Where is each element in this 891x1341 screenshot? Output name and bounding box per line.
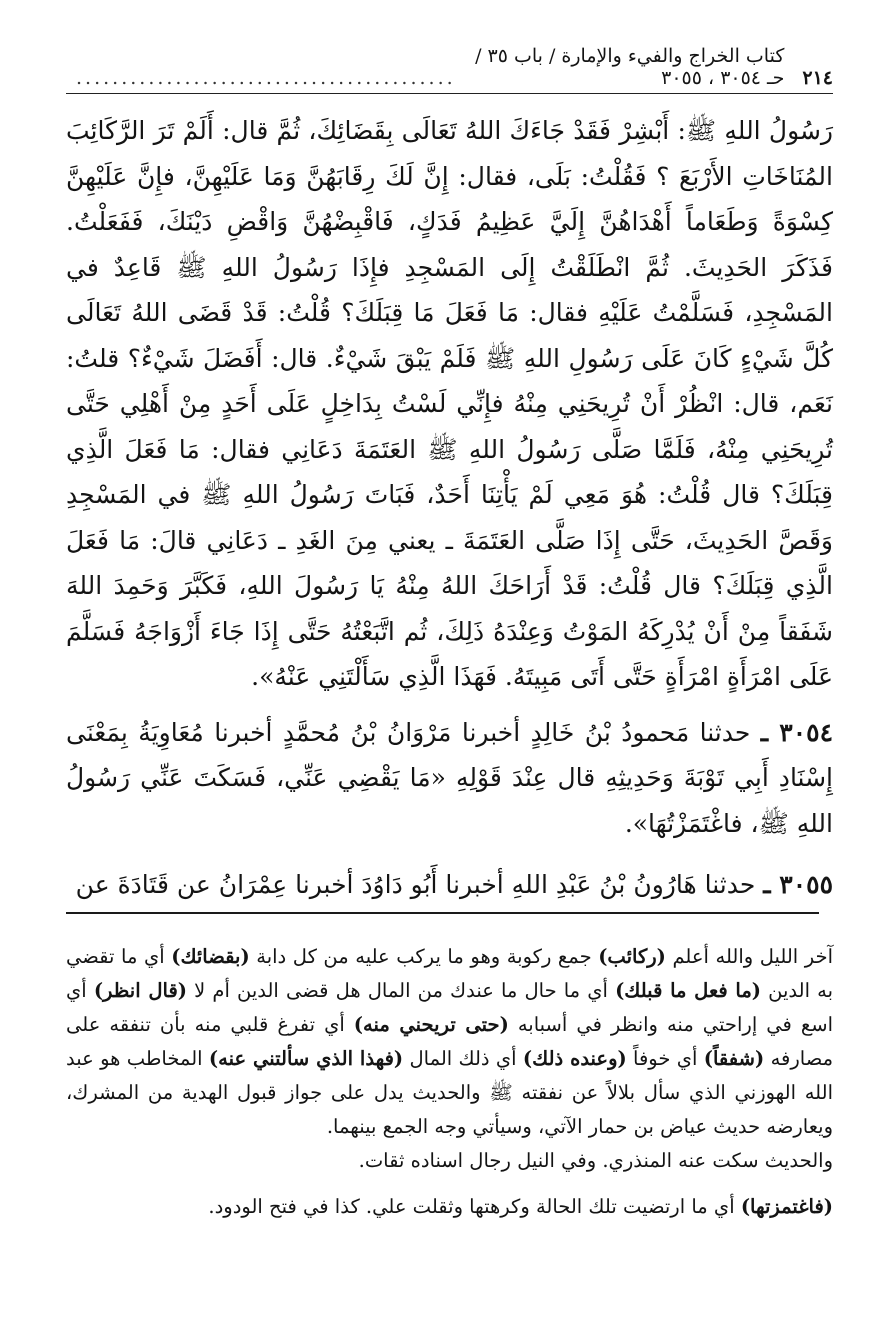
note-text: آخر الليل والله أعلم <box>672 945 833 968</box>
hadith-3054 <box>66 710 833 847</box>
note-paragraph-2: والحديث سكت عنه المنذري. وفي النيل رجال اسناده ثقات. <box>358 1149 833 1172</box>
note-text: أي ما تقضي به الدين <box>66 945 834 1002</box>
note-term: (وعنده ذلك) <box>522 1047 627 1070</box>
header-title: كتاب الخراج والفيء والإمارة / باب ٣٥ / حـ ٣٠٥٤ ، ٣٠٥٥ <box>475 45 785 89</box>
note-text: جمع ركوبة وهو ما يركب عليه من كل دابة <box>256 945 592 968</box>
note-text: أي اسع في إراحتي منه وانظر في أسبابه <box>66 979 833 1036</box>
note-term: (بقضائك) <box>171 945 250 968</box>
header-leader-dots: .......................................... <box>76 67 456 89</box>
hadith-3055 <box>66 862 833 908</box>
note-term: (ركائب) <box>598 945 666 968</box>
hadith-3053-continuation: رَسُولُ اللهِ ﷺ: أَبْشِرْ فَقَدْ جَاءَكَ اللهُ تَعَالَى بِقَضَائِكَ، ثُمَّ قال: أَلَمْ تَرَ الرَّكَائِبَ المُنَاخَاتِ الأَرْبَعَ ؟ فَقُلْتُ: بَلَى، فقال: إِنَّ لَكَ رِقَابَهُنَّ وَمَا عَلَيْهِنَّ، فإِنَّ عَلَيْهِنَّ كِسْوَةً وَطَعَاماً أَهْدَاهُنَّ إِلَيَّ عَظِيمُ فَدَكٍ، فَاقْبِضْهُنَّ وَاقْضِ دَيْنَكَ، فَفَعَلْتُ. فَذَكَرَ الحَدِيثَ. ثُمَّ انْطَلَقْتُ إِلَى المَسْجِدِ فإِذَا رَسُولُ اللهِ ﷺ قَاعِدٌ في المَسْجِدِ، فَسَلَّمْتُ عَلَيْهِ فقال: مَا فَعَلَ مَا قِبَلَكَ؟ قُلْتُ: قَدْ قَضَى اللهُ تَعَالَى كُلَّ شَيْءٍ كَانَ عَلَى رَسُولِ اللهِ ﷺ فَلَمْ يَبْقَ شَيْءٌ. قال: أَفَضَلَ شَيْءٌ؟ قلتُ: نَعَم، قال: انْظُرْ أَنْ تُرِيحَنِي مِنْهُ فإِنِّي لَسْتُ بِدَاخِلٍ عَلَى أَحَدٍ مِنْ أَهْلِي حَتَّى تُرِيحَنِي مِنْهُ، فَلَمَّا صَلَّى رَسُولُ اللهِ ﷺ العَتَمَةَ دَعَانِي فقال: مَا فَعَلَ الَّذِي قِبَلَكَ؟ قال قُلْتُ: هُوَ مَعِي لَمْ يَأْتِنَا أَحَدٌ، فَبَاتَ رَسُولُ اللهِ ﷺ في المَسْجِدِ وَقَصَّ الحَدِيثَ، حَتَّى إِذَا صَلَّى العَتَمَةَ ـ يعني مِنَ الغَدِ ـ دَعَانِي قالَ: مَا فَعَلَ الَّذِي قِبَلَكَ؟ قال قُلْتُ: قَدْ أَرَاحَكَ اللهُ مِنْهُ يَا رَسُولَ اللهِ، فَكَبَّرَ وَحَمِدَ اللهَ شَفَقاً مِنْ أَنْ يُدْرِكَهُ المَوْتُ وَعِنْدَهُ ذَلِكَ، ثُم اتَّبَعْتُهُ حَتَّى إِذَا جَاءَ أَزْوَاجَهُ فَسَلَّمَ عَلَى امْرَأَةٍ امْرَأَةٍ حَتَّى أَتَى مَبِيتَهُ. فَهَذَا الَّذِي سَأَلْتَنِي عَنْهُ». <box>66 116 833 691</box>
note-term: (قال انظر) <box>93 979 188 1002</box>
footnote-divider <box>66 912 819 914</box>
hadith-number-3054: ٣٠٥٤ ـ <box>760 717 833 747</box>
note-paragraph-3 <box>66 1190 833 1224</box>
note-term: (حتى تريحني منه) <box>353 1013 509 1036</box>
commentary-notes <box>66 940 833 1224</box>
hadith-3055-text: حدثنا هَارُونُ بْنُ عَبْدِ اللهِ أخبرنا أَبُو دَاوُدَ أخبرنا عِمْرَانُ عن قَتَادَةَ عن <box>75 870 756 899</box>
note-term: (فاغتمزتها) <box>740 1195 833 1218</box>
note-term: (فهذا الذي سألتني عنه) <box>208 1047 404 1070</box>
note-text: أي ما ارتضيت تلك الحالة وكرهتها وثقلت علي. كذا في فتح الودود. <box>208 1195 735 1218</box>
note-text: أي تفرغ قلبي منه بأن تنفقه على مصارفه <box>66 1013 834 1070</box>
note-text: أي ذلك المال <box>409 1047 517 1070</box>
note-text: أي خوفاً <box>633 1047 698 1070</box>
hadith-3054-text: حدثنا مَحمودُ بْنُ خَالِدٍ أخبرنا مَرْوَانُ بْنُ مُحمَّدٍ أخبرنا مُعَاوِيَةُ بِمَعْنَى إِسْنَادِ أَبِي تَوْبَةَ وَحَدِيثِهِ قال عِنْدَ قَوْلِهِ «مَا يَقْضِي عَنِّي، فَسَكَتَ عَنِّي رَسُولُ اللهِ ﷺ، فاغْتَمَزْتُهَا». <box>66 717 833 838</box>
note-text: المخاطب هو عبد الله الهوزني الذي سأل بلالاً عن نفقته ﷺ والحديث يدل على جواز قبول الهدية من المشرك، ويعارضه حديث عياض بن حمار الآتي، وسيأتي وجه الجمع بينهما. <box>66 1047 833 1138</box>
page-number: ٢١٤ <box>802 67 833 89</box>
running-header <box>66 45 833 94</box>
main-text <box>66 108 833 908</box>
hadith-number-3055: ٣٠٥٥ ـ <box>763 870 833 899</box>
note-term: (ما فعل ما قبلك) <box>615 979 762 1002</box>
note-text: أي ما حال ما عندك من المال هل قضى الدين أم لا <box>194 979 608 1002</box>
note-paragraph-1 <box>66 940 833 1144</box>
note-term: (شفقاً) <box>703 1047 765 1070</box>
